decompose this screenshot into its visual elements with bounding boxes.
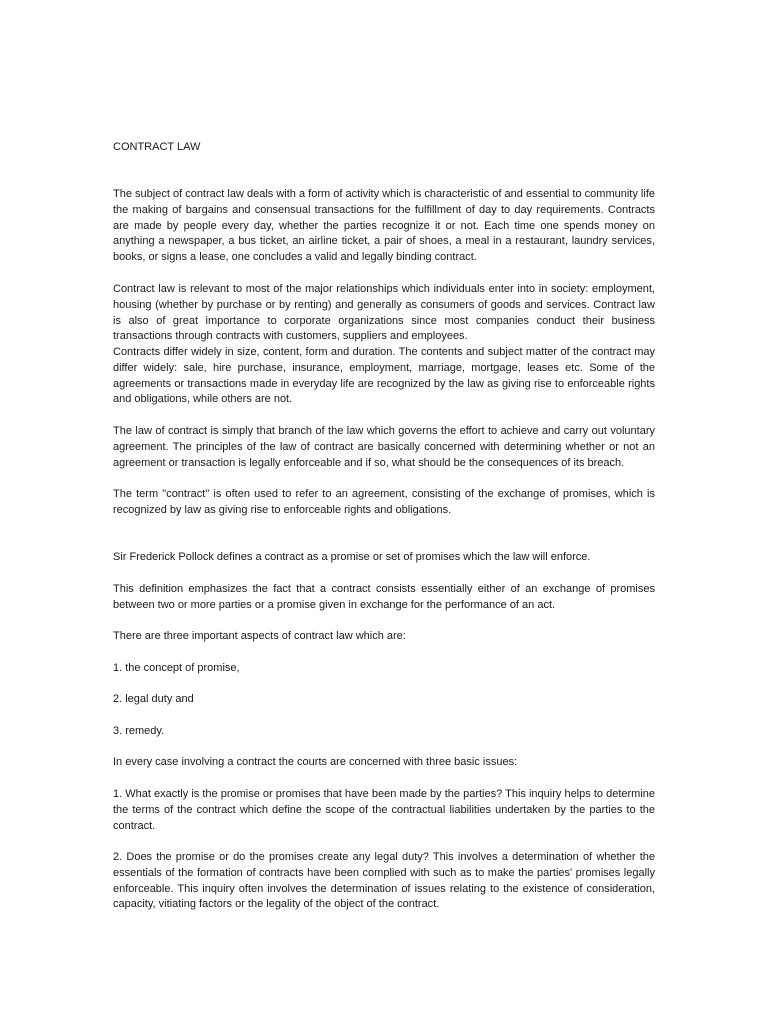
paragraph-issue-two: 2. Does the promise or do the promises create any legal duty? This involves a determination of whether the essentials of the formation of contracts have been complied with such as to make the parties' promises legally enforceable. This inquiry often involves the determination of issues relating to the existence of consideration, capacity, vitiating factors or the legality of the object of the contract. [113, 851, 655, 911]
paragraph-intro: The subject of contract law deals with a form of activity which is characteristic of and essential to community life the making of bargains and consensual transactions for the fulfillment of day to day requirements. Contracts are made by people every day, whether the parties recognize it or not. Each time one spends money on anything a newspaper, a bus ticket, an airline ticket, a pair of shoes, a meal in a restaurant, laundry services, books, or signs a lease, one concludes a valid and legally binding contract. [113, 188, 655, 264]
list-item-promise: 1. the concept of promise, [113, 662, 240, 674]
paragraph-differences: Contracts differ widely in size, content, form and duration. The contents and subject matter of the contract may differ widely: sale, hire purchase, insurance, employment, marriage, mortgage, leases etc. Some of the agreements or transactions made in everyday life are recognized by the law as giving rise to enforceable rights and obligations, while others are not. [113, 346, 655, 406]
paragraph-three-issues: In every case involving a contract the courts are concerned with three basic issues: [113, 756, 518, 768]
paragraph-relevance: Contract law is relevant to most of the major relationships which individuals enter into in society: employment, housing (whether by purchase or by renting) and generally as consumers of goods and services. Contract law is also of great importance to corporate organizations since most companies conduct their business transactions through contracts with customers, suppliers and employees. [113, 283, 655, 343]
list-item-legal-duty: 2. legal duty and [113, 693, 194, 705]
paragraph-three-aspects: There are three important aspects of contract law which are: [113, 630, 406, 642]
document-heading: CONTRACT LAW [113, 141, 201, 153]
paragraph-law-of-contract: The law of contract is simply that branch of the law which governs the effort to achieve and carry out voluntary agreement. The principles of the law of contract are basically concerned with determining whether or not an agreement or transaction is legally enforceable and if so, what should be the consequences of its breach. [113, 425, 655, 469]
paragraph-issue-one: 1. What exactly is the promise or promises that have been made by the parties? This inquiry helps to determine the terms of the contract which define the scope of the contractual liabilities undertaken by the parties to the contract. [113, 788, 655, 832]
document-page [113, 0, 655, 1024]
list-item-remedy: 3. remedy. [113, 725, 165, 737]
paragraph-pollock-definition: Sir Frederick Pollock defines a contract as a promise or set of promises which the law will enforce. [113, 551, 591, 563]
paragraph-definition-emphasis: This definition emphasizes the fact that a contract consists essentially either of an exchange of promises between two or more parties or a promise given in exchange for the performance of an act. [113, 583, 655, 611]
paragraph-term-contract: The term "contract" is often used to refer to an agreement, consisting of the exchange of promises, which is recognized by law as giving rise to enforceable rights and obligations. [113, 488, 655, 516]
